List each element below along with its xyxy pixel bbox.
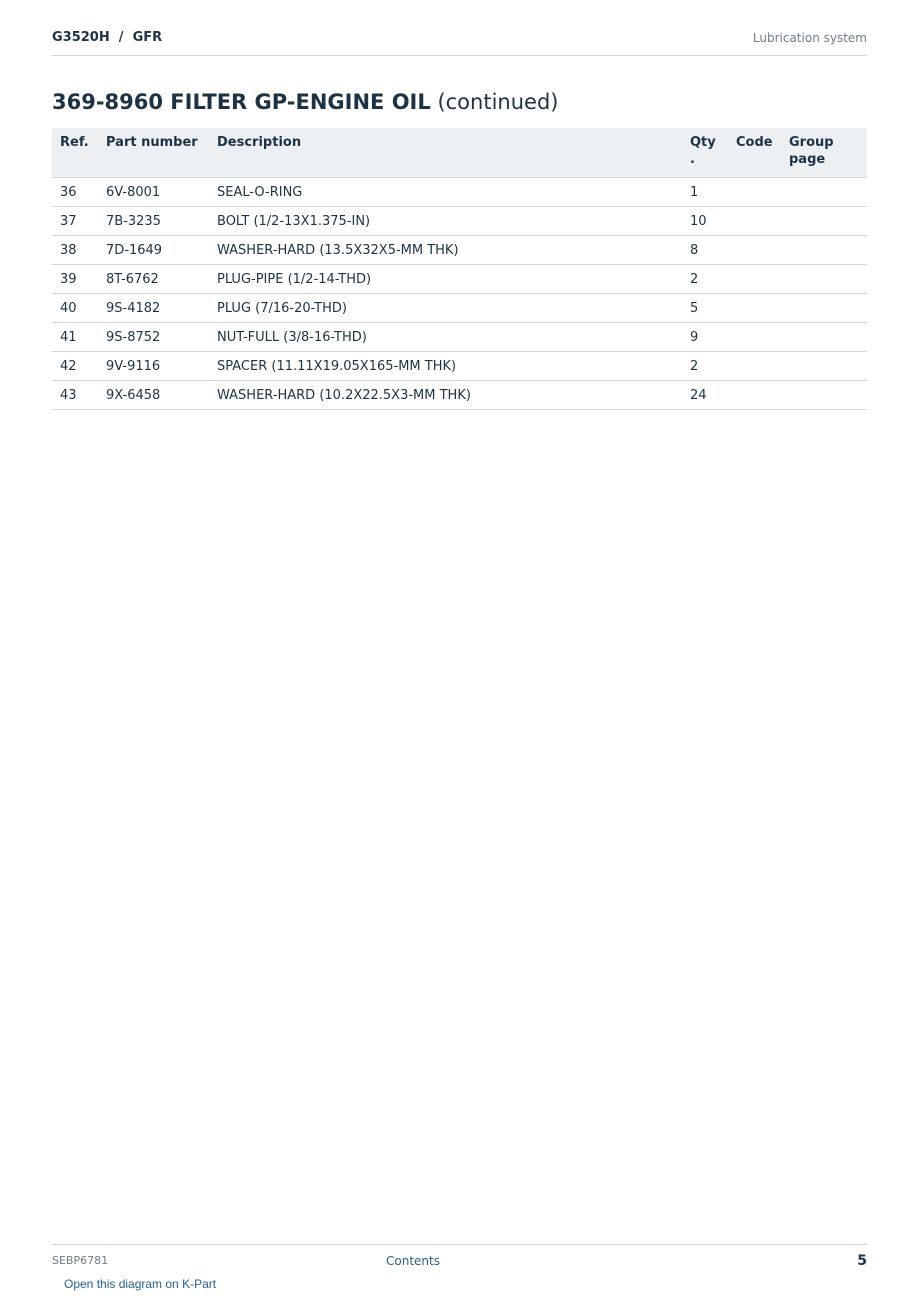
cell-group-page [781,294,867,323]
cell-part-number: 9S-4182 [98,294,209,323]
cell-ref: 43 [52,381,98,410]
cell-qty: 10 [682,207,728,236]
cell-group-page [781,323,867,352]
cell-qty: 1 [682,178,728,207]
cell-description: SPACER (11.11X19.05X165-MM THK) [209,352,682,381]
cell-code [728,381,781,410]
cell-description: WASHER-HARD (10.2X22.5X3-MM THK) [209,381,682,410]
cell-ref: 40 [52,294,98,323]
document-id: SEBP6781 [52,1254,109,1267]
cell-code [728,352,781,381]
cell-qty: 8 [682,236,728,265]
table-row [52,236,867,265]
cell-ref: 42 [52,352,98,381]
cell-part-number: 9S-8752 [98,323,209,352]
cell-qty: 2 [682,265,728,294]
cell-group-page [781,207,867,236]
page-header [52,28,867,56]
cell-qty: 2 [682,352,728,381]
cell-code [728,178,781,207]
contents-link[interactable]: Contents [386,1254,440,1268]
cell-part-number: 7B-3235 [98,207,209,236]
cell-group-page [781,236,867,265]
cell-ref: 38 [52,236,98,265]
header-code: Code [728,128,781,178]
table-row [52,265,867,294]
header-description: Description [209,128,682,178]
cell-part-number: 9X-6458 [98,381,209,410]
header-part-number: Part number [98,128,209,178]
header-qty-text: Qty. [690,135,716,167]
cell-part-number: 9V-9116 [98,352,209,381]
cell-qty: 24 [682,381,728,410]
cell-code [728,236,781,265]
cell-code [728,207,781,236]
cell-group-page [781,352,867,381]
cell-description: PLUG (7/16-20-THD) [209,294,682,323]
cell-description: WASHER-HARD (13.5X32X5-MM THK) [209,236,682,265]
section-label: Lubrication system [752,31,867,45]
cell-description: PLUG-PIPE (1/2-14-THD) [209,265,682,294]
cell-description: BOLT (1/2-13X1.375-IN) [209,207,682,236]
table-row [52,381,867,410]
cell-group-page [781,178,867,207]
header-qty [682,128,728,178]
table-header-row [52,128,867,178]
cell-ref: 41 [52,323,98,352]
cell-code [728,265,781,294]
cell-group-page [781,381,867,410]
table-row [52,323,867,352]
parts-table [52,128,867,410]
page-title [52,90,558,114]
cell-code [728,294,781,323]
cell-ref: 39 [52,265,98,294]
cell-part-number: 7D-1649 [98,236,209,265]
cell-description: SEAL-O-RING [209,178,682,207]
page-number: 5 [857,1253,867,1269]
table-row [52,352,867,381]
table-row [52,207,867,236]
open-kpart-diagram-link[interactable]: Open this diagram on K-Part [64,1277,217,1291]
cell-group-page [781,265,867,294]
cell-description: NUT-FULL (3/8-16-THD) [209,323,682,352]
cell-ref: 36 [52,178,98,207]
cell-part-number: 8T-6762 [98,265,209,294]
title-suffix: (continued) [437,90,559,114]
cell-part-number: 6V-8001 [98,178,209,207]
cell-qty: 5 [682,294,728,323]
header-group-page-text: Group page [789,135,834,167]
cell-ref: 37 [52,207,98,236]
cell-qty: 9 [682,323,728,352]
cell-code [728,323,781,352]
header-ref: Ref. [52,128,98,178]
header-group-page [781,128,867,178]
title-main: 369-8960 FILTER GP-ENGINE OIL [52,90,431,114]
table-row [52,178,867,207]
table-row [52,294,867,323]
model-label: G3520H / GFR [52,30,163,45]
